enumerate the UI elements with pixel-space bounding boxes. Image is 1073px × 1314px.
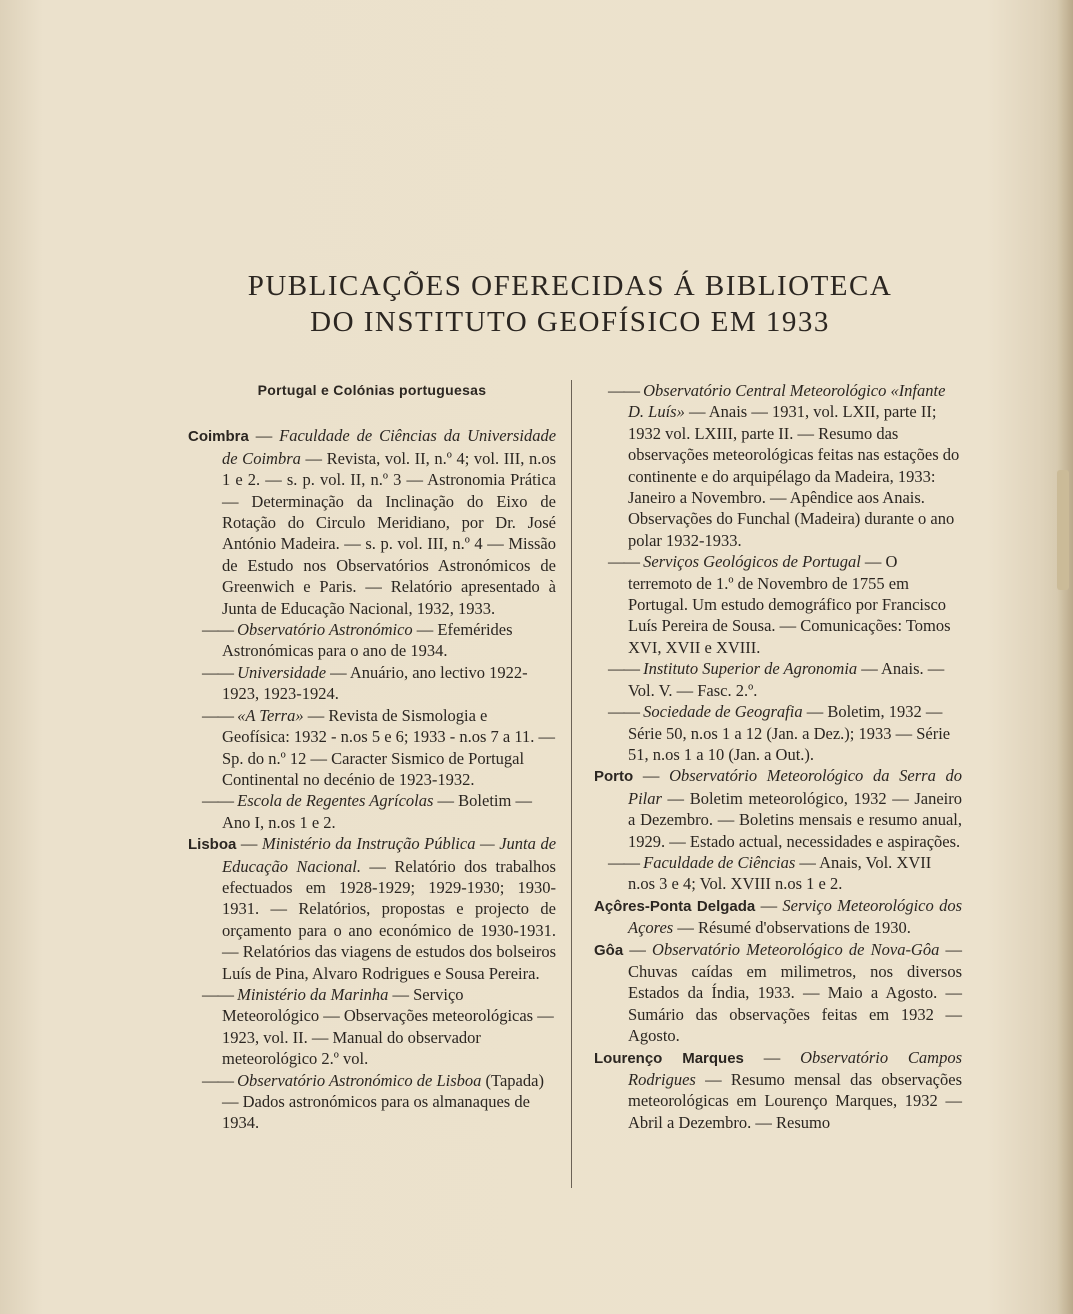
entry-lourenco-marques: Lourenço Marques — Observatório Campos Rodrigues — Resumo mensal das observações meteorológicas em Lourenço Marques, 1932 — Abril a Dezembro. — Resumo <box>594 1047 963 1132</box>
entry-a-terra: —— «A Terra» — Revista de Sismologia e Geofísica: 1932 - n.os 5 e 6; 1933 - n.os 7 a 11. — Sp. do n.º 12 — Caracter Sismico de Portugal Continental no decénio de 1923-1932. <box>202 705 556 789</box>
place-porto: Porto <box>594 768 634 786</box>
entry-faculdade-ciencias: —— Faculdade de Ciências — Anais, Vol. XVII n.os 3 e 4; Vol. XVIII n.os 1 e 2. <box>608 852 932 894</box>
right-column <box>594 380 962 1133</box>
entry-goa: Gôa — Observatório Meteorológico de Nova-Gôa — Chuvas caídas em milimetros, nos diversos Estados da Índia, 1933. — Maio a Agosto. — Sumário das observações feitas em 1932 — Agosto. <box>594 939 963 1046</box>
place-lisboa: Lisboa <box>188 836 237 854</box>
entry-universidade: —— Universidade — Anuário, ano lectivo 1922-1923, 1923-1924. <box>202 662 528 704</box>
column-divider <box>571 380 572 1188</box>
entry-lisboa: Lisboa — Ministério da Instrução Pública — Junta de Educação Nacional. — Relatório dos trabalhos efectuados em 1928-1929; 1929-1930; 1930-1931. — Relatórios, propostas e projecto de orçamento para o ano económico de 1930-1931. — Relatórios das viagens de estudos dos bolseiros Luís de Pina, Alvaro Rodrigues e Sousa Pereira. <box>188 834 557 983</box>
entry-marinha: —— Ministério da Marinha — Serviço Meteorológico — Observações meteorológicas — 1923, vol. II. — Manual do observador meteorológico 2.º vol. <box>202 984 554 1069</box>
place-coimbra: Coimbra <box>188 428 249 446</box>
entry-sociedade-geografia: —— Sociedade de Geografia — Boletim, 1932 — Série 50, n.os 1 a 12 (Jan. a Dez.); 1933 — Série 51, n.os 1 a 10 (Jan. a Out.). <box>608 702 951 764</box>
entry-obs-lisboa: —— Observatório Astronómico de Lisboa (Tapada) — Dados astronómicos para os almanaques de 1934. <box>202 1070 544 1133</box>
place-goa: Gôa <box>594 941 624 959</box>
entry-escola-regentes: —— Escola de Regentes Agrícolas — Boletim — Ano I, n.os 1 e 2. <box>202 791 532 832</box>
entry-servicos-geologicos: —— Serviços Geológicos de Portugal — O terremoto de 1.º de Novembro de 1755 em Portugal. Um estudo demográfico por Francisco Luís Pereira de Sousa. — Comunicações: Tomos XVI, XVII e XVIII. <box>608 552 951 657</box>
binding-tab <box>1057 470 1069 590</box>
left-column <box>188 380 556 1134</box>
title-line-1: PUBLICAÇÕES OFERECIDAS Á BIBLIOTECA <box>247 270 893 302</box>
inst-faculdade-coimbra: Faculdade de Ciências da Universidade de Coimbra <box>222 426 557 468</box>
entry-porto: Porto — Observatório Meteorológico da Serra do Pilar — Boletim meteorológico, 1932 — Janeiro a Dezembro. — Boletins mensais e resumo anual, 1929. — Estado actual, necessidades e aspirações. <box>594 766 963 851</box>
entry-agronomia: —— Instituto Superior de Agronomia — Anais. — Vol. V. — Fasc. 2.º. <box>608 659 945 700</box>
entry-obs-astronomico: —— Observatório Astronómico — Efemérides Astronómicas para o ano de 1934. <box>202 620 513 661</box>
entry-acores: Açôres-Ponta Delgada — Serviço Meteorológico dos Açores — Résumé d'observations de 1930. <box>594 895 962 938</box>
page-edge <box>1057 0 1073 1314</box>
entry-coimbra: Coimbra — Faculdade de Ciências da Universidade de Coimbra — Revista, vol. II, n.º 4; vol. III, n.os 1 e 2. — s. p. vol. II, n.º 3 — Astronomia Prática — Determinação da Inclinação do Eixo de Rotação do Circulo Meridiano, por Dr. José António Madeira. — s. p. vol. III, n.º 4 — Missão de Estudo nos Observatórios Astronómicos de Greenwich e Paris. — Relatório apresentado à Junta de Educação Nacional, 1932, 1933. <box>188 426 557 618</box>
page-title <box>180 268 960 340</box>
place-acores: Açôres-Ponta Delgada <box>594 897 756 915</box>
entry-obs-central: —— Observatório Central Meteorológico «Infante D. Luís» — Anais — 1931, vol. LXII, parte II; 1932 vol. LXIII, parte II. — Resumo das observações meteorológicas feitas nas estações do continente e do arquipélago da Madeira, 1933: Janeiro a Novembro. — Apêndice aos Anais. Observações do Funchal (Madeira) durante o ano polar 1932-1933. <box>608 381 960 550</box>
section-heading: Portugal e Colónias portuguesas <box>257 382 487 398</box>
title-line-2: DO INSTITUTO GEOFÍSICO EM 1933 <box>310 306 830 338</box>
place-lourenco-marques: Lourenço Marques <box>594 1049 744 1067</box>
